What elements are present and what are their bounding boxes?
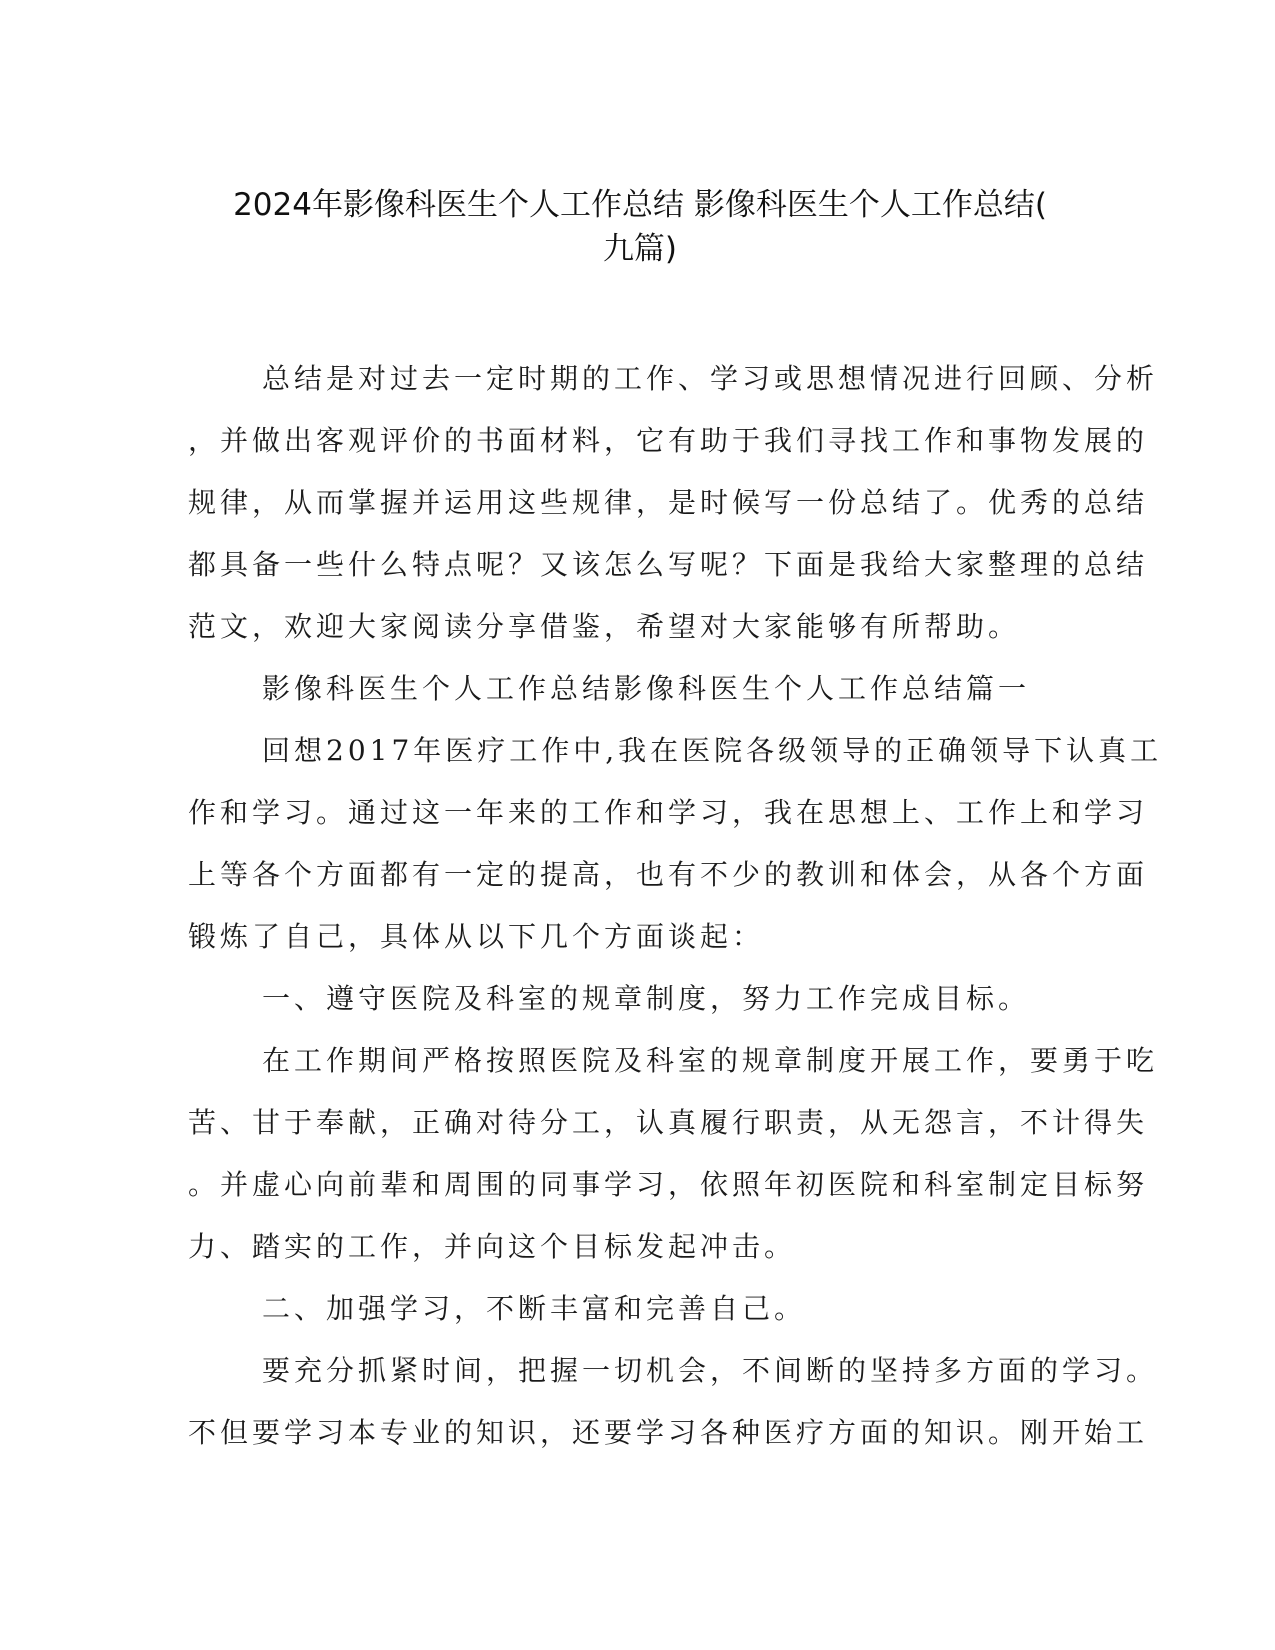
text-line: 二、加强学习，不断丰富和完善自己。 — [262, 1292, 807, 1325]
text-line: 规律，从而掌握并运用这些规律，是时候写一份总结了。优秀的总结 — [188, 486, 1149, 519]
text-line: 锻炼了自己，具体从以下几个方面谈起： — [188, 920, 765, 953]
text-line: 苦、甘于奉献，正确对待分工，认真履行职责，从无怨言，不计得失 — [188, 1106, 1149, 1139]
section-heading: 影像科医生个人工作总结影像科医生个人工作总结篇一 — [262, 672, 1031, 705]
point-two-heading — [188, 1278, 1088, 1340]
title-line-1: 2024年影像科医生个人工作总结 影像科医生个人工作总结( — [233, 187, 1047, 223]
text-line: 作和学习。通过这一年来的工作和学习，我在思想上、工作上和学习 — [188, 796, 1149, 829]
text-line: 在工作期间严格按照医院及科室的规章制度开展工作，要勇于吃 — [262, 1044, 1159, 1077]
text-line: 不但要学习本专业的知识，还要学习各种医疗方面的知识。刚开始工 — [188, 1416, 1149, 1449]
text-line: 要充分抓紧时间，把握一切机会，不间断的坚持多方面的学习。 — [262, 1354, 1159, 1387]
title-line-2: 九篇) — [602, 231, 678, 267]
text-line: 总结是对过去一定时期的工作、学习或思想情况进行回顾、分析 — [262, 362, 1159, 395]
intro-paragraph — [188, 348, 1159, 658]
body-paragraph-2 — [188, 1030, 1159, 1278]
body-paragraph-3 — [188, 1340, 1159, 1464]
body-paragraph-1 — [188, 720, 1163, 968]
text-line: 。并虚心向前辈和周围的同事学习，依照年初医院和科室制定目标努 — [188, 1168, 1149, 1201]
text-line: 一、遵守医院及科室的规章制度，努力工作完成目标。 — [262, 982, 1031, 1015]
document-title — [180, 183, 1100, 271]
section-heading-paragraph — [188, 658, 1088, 720]
text-line: 回想2017年医疗工作中,我在医院各级领导的正确领导下认真工 — [262, 734, 1163, 767]
text-line: ，并做出客观评价的书面材料，它有助于我们寻找工作和事物发展的 — [188, 424, 1149, 457]
text-line: 上等各个方面都有一定的提高，也有不少的教训和体会，从各个方面 — [188, 858, 1149, 891]
point-one-heading — [188, 968, 1088, 1030]
text-line: 范文，欢迎大家阅读分享借鉴，希望对大家能够有所帮助。 — [188, 610, 1021, 643]
text-line: 力、踏实的工作，并向这个目标发起冲击。 — [188, 1230, 797, 1263]
text-line: 都具备一些什么特点呢？又该怎么写呢？下面是我给大家整理的总结 — [188, 548, 1149, 581]
